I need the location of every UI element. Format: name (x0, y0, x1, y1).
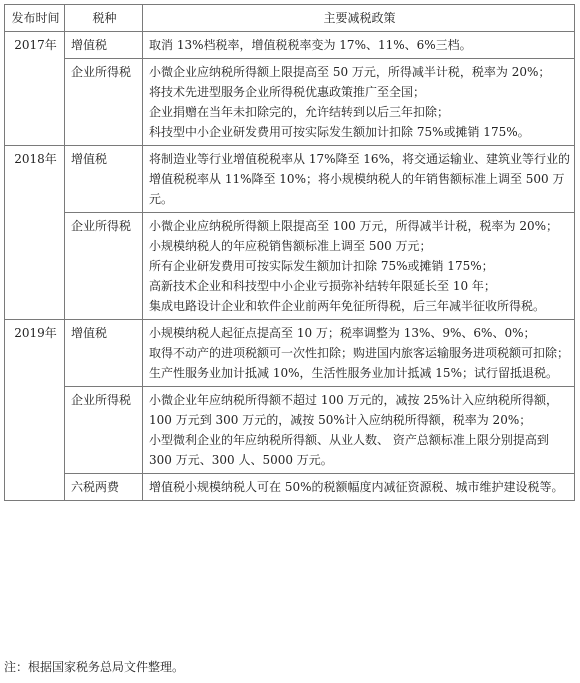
policy-line: 小规模纳税人起征点提高至 10 万；税率调整为 13%、9%、6%、0%； (149, 326, 536, 340)
year-cell: 2019年 (5, 320, 65, 501)
tax-type-cell: 增值税 (65, 32, 143, 59)
source-note: 注：根据国家税务总局文件整理。 (4, 660, 185, 674)
policy-line: 取得不动产的进项税额可一次性扣除；购进国内旅客运输服务进项税额可扣除； (149, 346, 570, 360)
table-body (5, 32, 575, 501)
policy-line: 高新技术企业和科技型中小企业亏损弥补结转年限延长至 10 年； (149, 279, 496, 293)
policy-line: 小微企业应纳税所得额上限提高至 50 万元，所得减半计税，税率为 20%； (149, 65, 551, 79)
policy-cell (143, 320, 575, 387)
policy-line: 将制造业等行业增值税税率从 17%降至 16%，将交通运输业、建筑业等行业的增值税税率从 11%降至 10%；将小规模纳税人的年销售额标准上调至 500 万元。 (149, 152, 570, 206)
table-row (5, 213, 575, 320)
policy-cell (143, 146, 575, 213)
policy-line: 集成电路设计企业和软件企业前两年免征所得税，后三年减半征收所得税。 (149, 299, 546, 313)
policy-line: 企业捐赠在当年未扣除完的，允许结转到以后三年扣除； (149, 105, 450, 119)
header-tax-type: 税种 (65, 5, 143, 32)
policy-line: 将技术先进型服务企业所得税优惠政策推广至全国； (149, 85, 426, 99)
table-row (5, 32, 575, 59)
table-row (5, 320, 575, 387)
table-header-row (5, 5, 575, 32)
table-row (5, 59, 575, 146)
policy-cell (143, 213, 575, 320)
tax-type-cell: 增值税 (65, 146, 143, 213)
policy-line: 小微企业应纳税所得额上限提高至 100 万元，所得减半计税，税率为 20%； (149, 219, 559, 233)
tax-type-cell: 企业所得税 (65, 59, 143, 146)
policy-cell (143, 59, 575, 146)
policy-line: 所有企业研发费用可按实际发生额加计扣除 75%或摊销 175%； (149, 259, 494, 273)
policy-line: 生产性服务业加计抵减 10%，生活性服务业加计抵减 15%；试行留抵退税。 (149, 366, 558, 380)
policy-line: 取消 13%档税率，增值税税率变为 17%、11%、6%三档。 (149, 38, 472, 52)
policy-line: 增值税小规模纳税人可在 50%的税额幅度内减征资源税、城市维护建设税等。 (149, 480, 564, 494)
table-row (5, 387, 575, 474)
policy-cell (143, 474, 575, 501)
table-row (5, 474, 575, 501)
tax-type-cell: 企业所得税 (65, 387, 143, 474)
tax-type-cell: 企业所得税 (65, 213, 143, 320)
header-main-policies: 主要减税政策 (143, 5, 575, 32)
tax-policy-table (4, 4, 575, 501)
tax-type-cell: 六税两费 (65, 474, 143, 501)
policy-line: 小微企业年应纳税所得额不超过 100 万元的，减按 25%计入应纳税所得额，100 万元到 300 万元的，减按 50%计入应纳税所得额，税率为 20%； (149, 393, 559, 427)
policy-line: 科技型中小企业研发费用可按实际发生额加计扣除 75%或摊销 175%。 (149, 125, 530, 139)
table-row (5, 146, 575, 213)
policy-line: 小型微利企业的年应纳税所得额、从业人数、 资产总额标准上限分别提高到 300 万元、300 人、5000 万元。 (149, 433, 549, 467)
tax-type-cell: 增值税 (65, 320, 143, 387)
header-release-time: 发布时间 (5, 5, 65, 32)
year-cell: 2018年 (5, 146, 65, 320)
year-cell: 2017年 (5, 32, 65, 146)
policy-cell (143, 387, 575, 474)
policy-cell (143, 32, 575, 59)
policy-line: 小规模纳税人的年应税销售额标准上调至 500 万元； (149, 239, 432, 253)
